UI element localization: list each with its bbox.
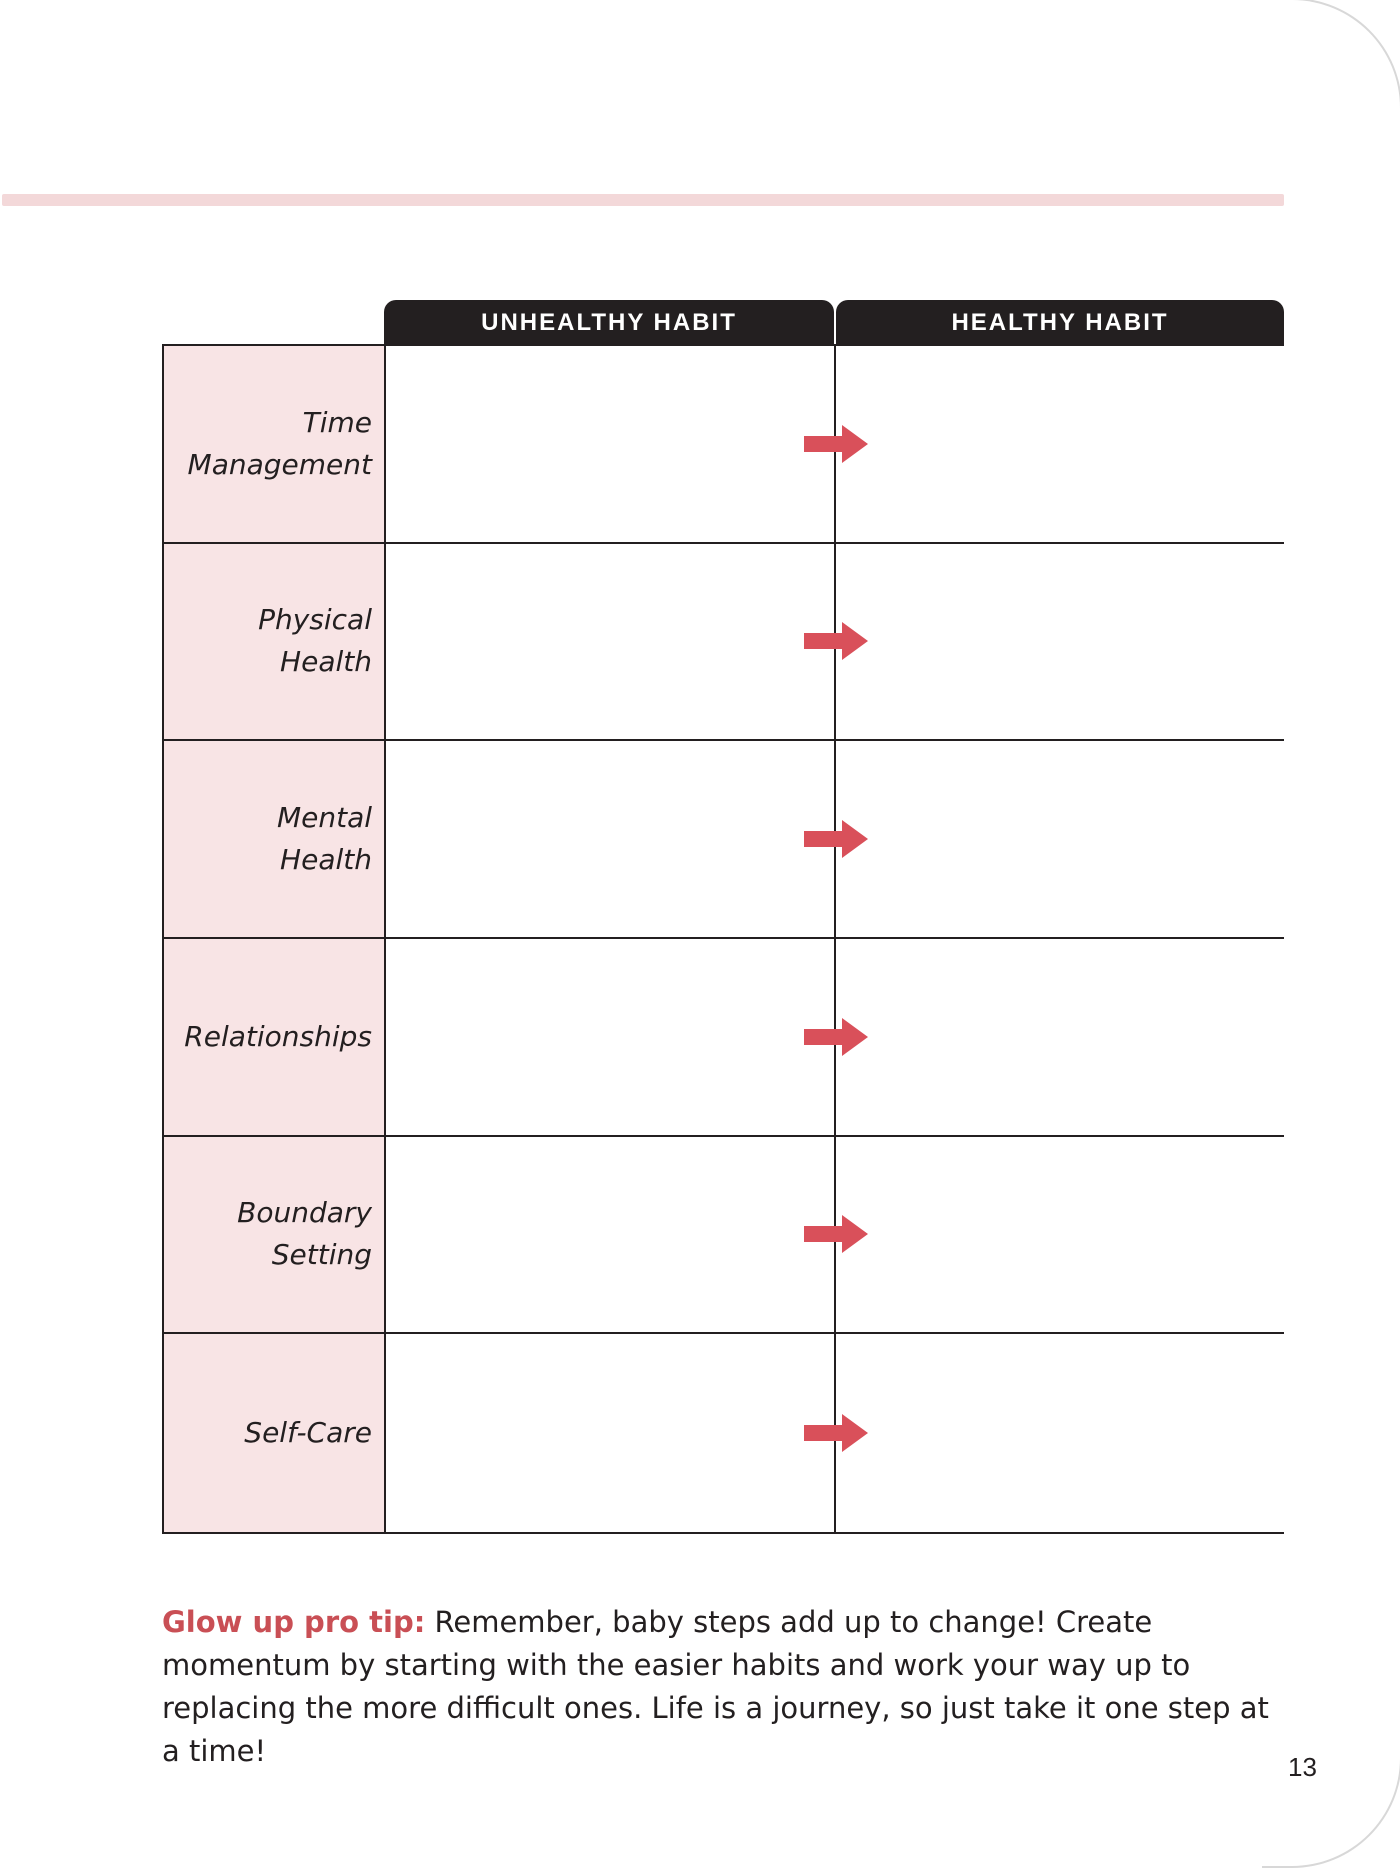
row-label-boundary-setting: Boundary Setting	[164, 1137, 386, 1335]
unhealthy-habit-cell[interactable]	[386, 346, 836, 544]
row-label-self-care: Self-Care	[164, 1334, 386, 1532]
column-header-healthy: HEALTHY HABIT	[836, 300, 1284, 346]
healthy-habit-cell[interactable]	[836, 1334, 1284, 1532]
healthy-habit-cell[interactable]	[836, 346, 1284, 544]
row-label-mental-health: Mental Health	[164, 741, 386, 939]
header-divider	[2, 194, 1284, 206]
page-number: 13	[1288, 1752, 1317, 1782]
unhealthy-habit-cell[interactable]	[386, 939, 836, 1137]
arrow-right-icon	[804, 820, 868, 858]
unhealthy-habit-cell[interactable]	[386, 1334, 836, 1532]
habit-table	[162, 344, 1284, 1534]
row-label-time-management: Time Management	[164, 346, 386, 544]
arrow-right-icon	[804, 1414, 868, 1452]
arrow-right-icon	[804, 1215, 868, 1253]
pro-tip-paragraph	[162, 1601, 1272, 1773]
arrow-right-icon	[804, 1018, 868, 1056]
healthy-habit-cell[interactable]	[836, 741, 1284, 939]
arrow-right-icon	[804, 622, 868, 660]
unhealthy-habit-cell[interactable]	[386, 1137, 836, 1335]
column-header-unhealthy: UNHEALTHY HABIT	[384, 300, 834, 346]
unhealthy-habit-cell[interactable]	[386, 741, 836, 939]
pro-tip-text: Remember, baby steps add up to change! Create momentum by starting with the easier habits and work your way up to replacing the more difficult ones. Life is a journey, so just take it one step at a time!	[162, 1605, 1269, 1768]
row-label-relationships: Relationships	[164, 939, 386, 1137]
healthy-habit-cell[interactable]	[836, 939, 1284, 1137]
pro-tip-lead: Glow up pro tip:	[162, 1605, 426, 1639]
healthy-habit-cell[interactable]	[836, 1137, 1284, 1335]
unhealthy-habit-cell[interactable]	[386, 544, 836, 742]
row-label-physical-health: Physical Health	[164, 544, 386, 742]
healthy-habit-cell[interactable]	[836, 544, 1284, 742]
arrow-right-icon	[804, 425, 868, 463]
